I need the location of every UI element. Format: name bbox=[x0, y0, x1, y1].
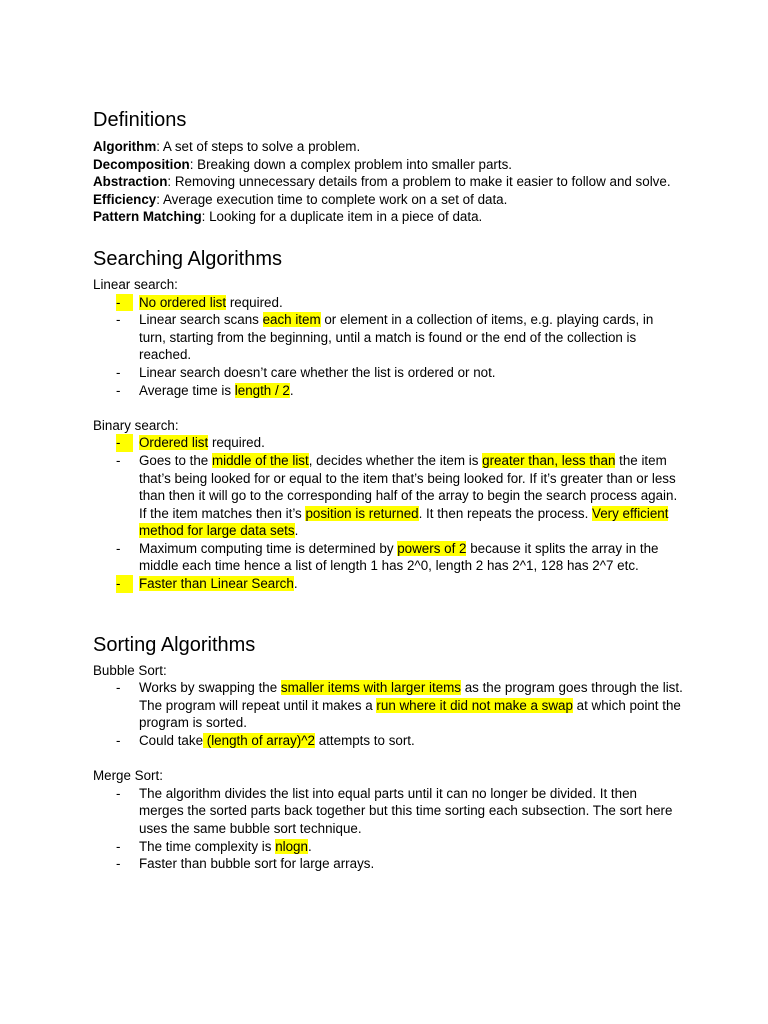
binary-search-section bbox=[93, 417, 683, 593]
item-text: required. bbox=[226, 294, 283, 310]
definition-efficiency bbox=[93, 191, 683, 209]
item-text: Maximum computing time is determined by bbox=[139, 540, 398, 556]
item-text: Linear search scans bbox=[139, 312, 263, 328]
bubble-sort-label: Bubble Sort: bbox=[93, 662, 167, 678]
highlighted-text: No ordered list bbox=[139, 294, 227, 310]
item-text: . bbox=[294, 523, 299, 539]
definitions-heading: Definitions bbox=[93, 109, 187, 131]
item-text: Goes to the bbox=[139, 452, 212, 468]
list-item bbox=[93, 785, 683, 838]
linear-search-section bbox=[93, 276, 683, 399]
item-text: because it splits the array in the middle each time hence a list of length 1 has 2^0, length 2 has 2^1, 128 has 2^7 etc. bbox=[139, 540, 659, 574]
highlighted-text: powers of 2 bbox=[397, 540, 467, 556]
definition-term: Efficiency bbox=[93, 191, 157, 207]
definition-term: Abstraction bbox=[93, 174, 168, 190]
item-text: . bbox=[293, 576, 298, 592]
merge-sort-list bbox=[93, 785, 683, 873]
highlighted-text: greater than, less than bbox=[482, 452, 616, 468]
bullet-dash: - bbox=[116, 312, 121, 328]
item-text: , decides whether the item is bbox=[308, 452, 483, 468]
list-item bbox=[93, 732, 683, 750]
binary-search-label: Binary search: bbox=[93, 417, 179, 433]
document-content bbox=[93, 107, 683, 873]
definition-term: Algorithm bbox=[93, 139, 157, 154]
linear-search-list bbox=[93, 294, 683, 400]
item-text: . bbox=[289, 382, 294, 398]
highlighted-text: position is returned bbox=[305, 505, 419, 521]
definition-term: Pattern Matching bbox=[93, 209, 202, 225]
definitions-list bbox=[93, 138, 683, 226]
linear-search-label: Linear search: bbox=[93, 276, 178, 292]
item-text: . It then repeats the process. bbox=[418, 505, 593, 521]
definition-pattern-matching bbox=[93, 208, 683, 226]
definition-text: : Looking for a duplicate item in a piece of data. bbox=[201, 209, 483, 225]
list-item bbox=[93, 679, 683, 732]
definition-text: : Average execution time to complete work on a set of data. bbox=[156, 191, 508, 207]
list-item bbox=[93, 838, 683, 856]
bullet-dash: - bbox=[116, 680, 121, 696]
list-item bbox=[93, 452, 683, 540]
bullet-dash: - bbox=[116, 382, 121, 398]
item-text: attempts to sort. bbox=[315, 733, 415, 749]
highlighted-text: run where it did not make a swap bbox=[376, 697, 573, 713]
item-text: The algorithm divides the list into equal parts until it can no longer be divided. It then merges the sorted parts back together but this time sorting each subsection. The sort here uses the same bubble sort technique. bbox=[139, 785, 673, 836]
definition-abstraction bbox=[93, 173, 683, 191]
item-text: Works by swapping the bbox=[139, 680, 281, 696]
bullet-dash: - bbox=[116, 856, 121, 872]
highlighted-text: length / 2 bbox=[234, 382, 290, 398]
definition-text: : Removing unnecessary details from a problem to make it easier to follow and solve. bbox=[167, 174, 671, 190]
highlighted-text: middle of the list bbox=[211, 452, 309, 468]
item-text: Linear search doesn’t care whether the list is ordered or not. bbox=[139, 364, 496, 380]
item-text: The time complexity is bbox=[139, 838, 276, 854]
definition-decomposition bbox=[93, 156, 683, 174]
item-text: . bbox=[307, 838, 312, 854]
bullet-dash: - bbox=[116, 364, 121, 380]
item-text: or element in a collection of items, e.g. playing cards, in turn, starting from the beginning, until a match is found or the end of the collection is reached. bbox=[139, 312, 654, 363]
bullet-dash: - bbox=[116, 838, 121, 854]
item-text: Could take bbox=[139, 733, 204, 749]
bullet-dash: - bbox=[116, 452, 121, 468]
highlighted-text: Faster than Linear Search bbox=[139, 576, 294, 592]
list-item bbox=[93, 311, 683, 364]
bullet-dash: - bbox=[116, 575, 133, 593]
list-item bbox=[93, 540, 683, 575]
definition-text: : Breaking down a complex problem into smaller parts. bbox=[189, 156, 512, 172]
merge-sort-section bbox=[93, 767, 683, 873]
bullet-dash: - bbox=[116, 294, 133, 312]
merge-sort-label: Merge Sort: bbox=[93, 768, 163, 784]
highlighted-text: smaller items with larger items bbox=[280, 680, 461, 696]
searching-heading: Searching Algorithms bbox=[93, 247, 282, 270]
bullet-dash: - bbox=[116, 785, 121, 801]
sorting-heading: Sorting Algorithms bbox=[93, 633, 256, 656]
list-item bbox=[93, 364, 683, 382]
bullet-dash: - bbox=[116, 434, 133, 452]
item-text: the item that’s being looked for or equal to the item that’s being looked for. If it’s greater than or less than then it will go to the corresponding half of the array to begin the search process again. If the item matches then it’s bbox=[139, 452, 678, 521]
highlighted-text: each item bbox=[262, 312, 321, 328]
highlighted-text: nlogn bbox=[275, 838, 308, 854]
item-text: at which point the program is sorted. bbox=[139, 697, 681, 731]
definition-term: Decomposition bbox=[93, 156, 190, 172]
highlighted-text: Ordered list bbox=[139, 435, 209, 451]
item-text: required. bbox=[208, 435, 265, 451]
bullet-dash: - bbox=[116, 540, 121, 556]
binary-search-list bbox=[93, 434, 683, 592]
list-item bbox=[93, 575, 683, 593]
bullet-dash: - bbox=[116, 733, 121, 749]
definition-text: : A set of steps to solve a problem. bbox=[156, 139, 361, 154]
highlighted-text: (length of array)^2 bbox=[203, 733, 316, 749]
item-text: Average time is bbox=[139, 382, 235, 398]
item-text: as the program goes through the list. The program will repeat until it makes a bbox=[139, 680, 683, 713]
bubble-sort-section bbox=[93, 662, 683, 750]
list-item bbox=[93, 382, 683, 400]
definition-algorithm bbox=[93, 138, 683, 156]
list-item bbox=[93, 855, 683, 873]
highlighted-text: Very efficient method for large data sets bbox=[139, 505, 669, 539]
list-item bbox=[93, 434, 683, 452]
list-item bbox=[93, 294, 683, 312]
bubble-sort-list bbox=[93, 679, 683, 749]
item-text: Faster than bubble sort for large arrays. bbox=[139, 856, 375, 872]
